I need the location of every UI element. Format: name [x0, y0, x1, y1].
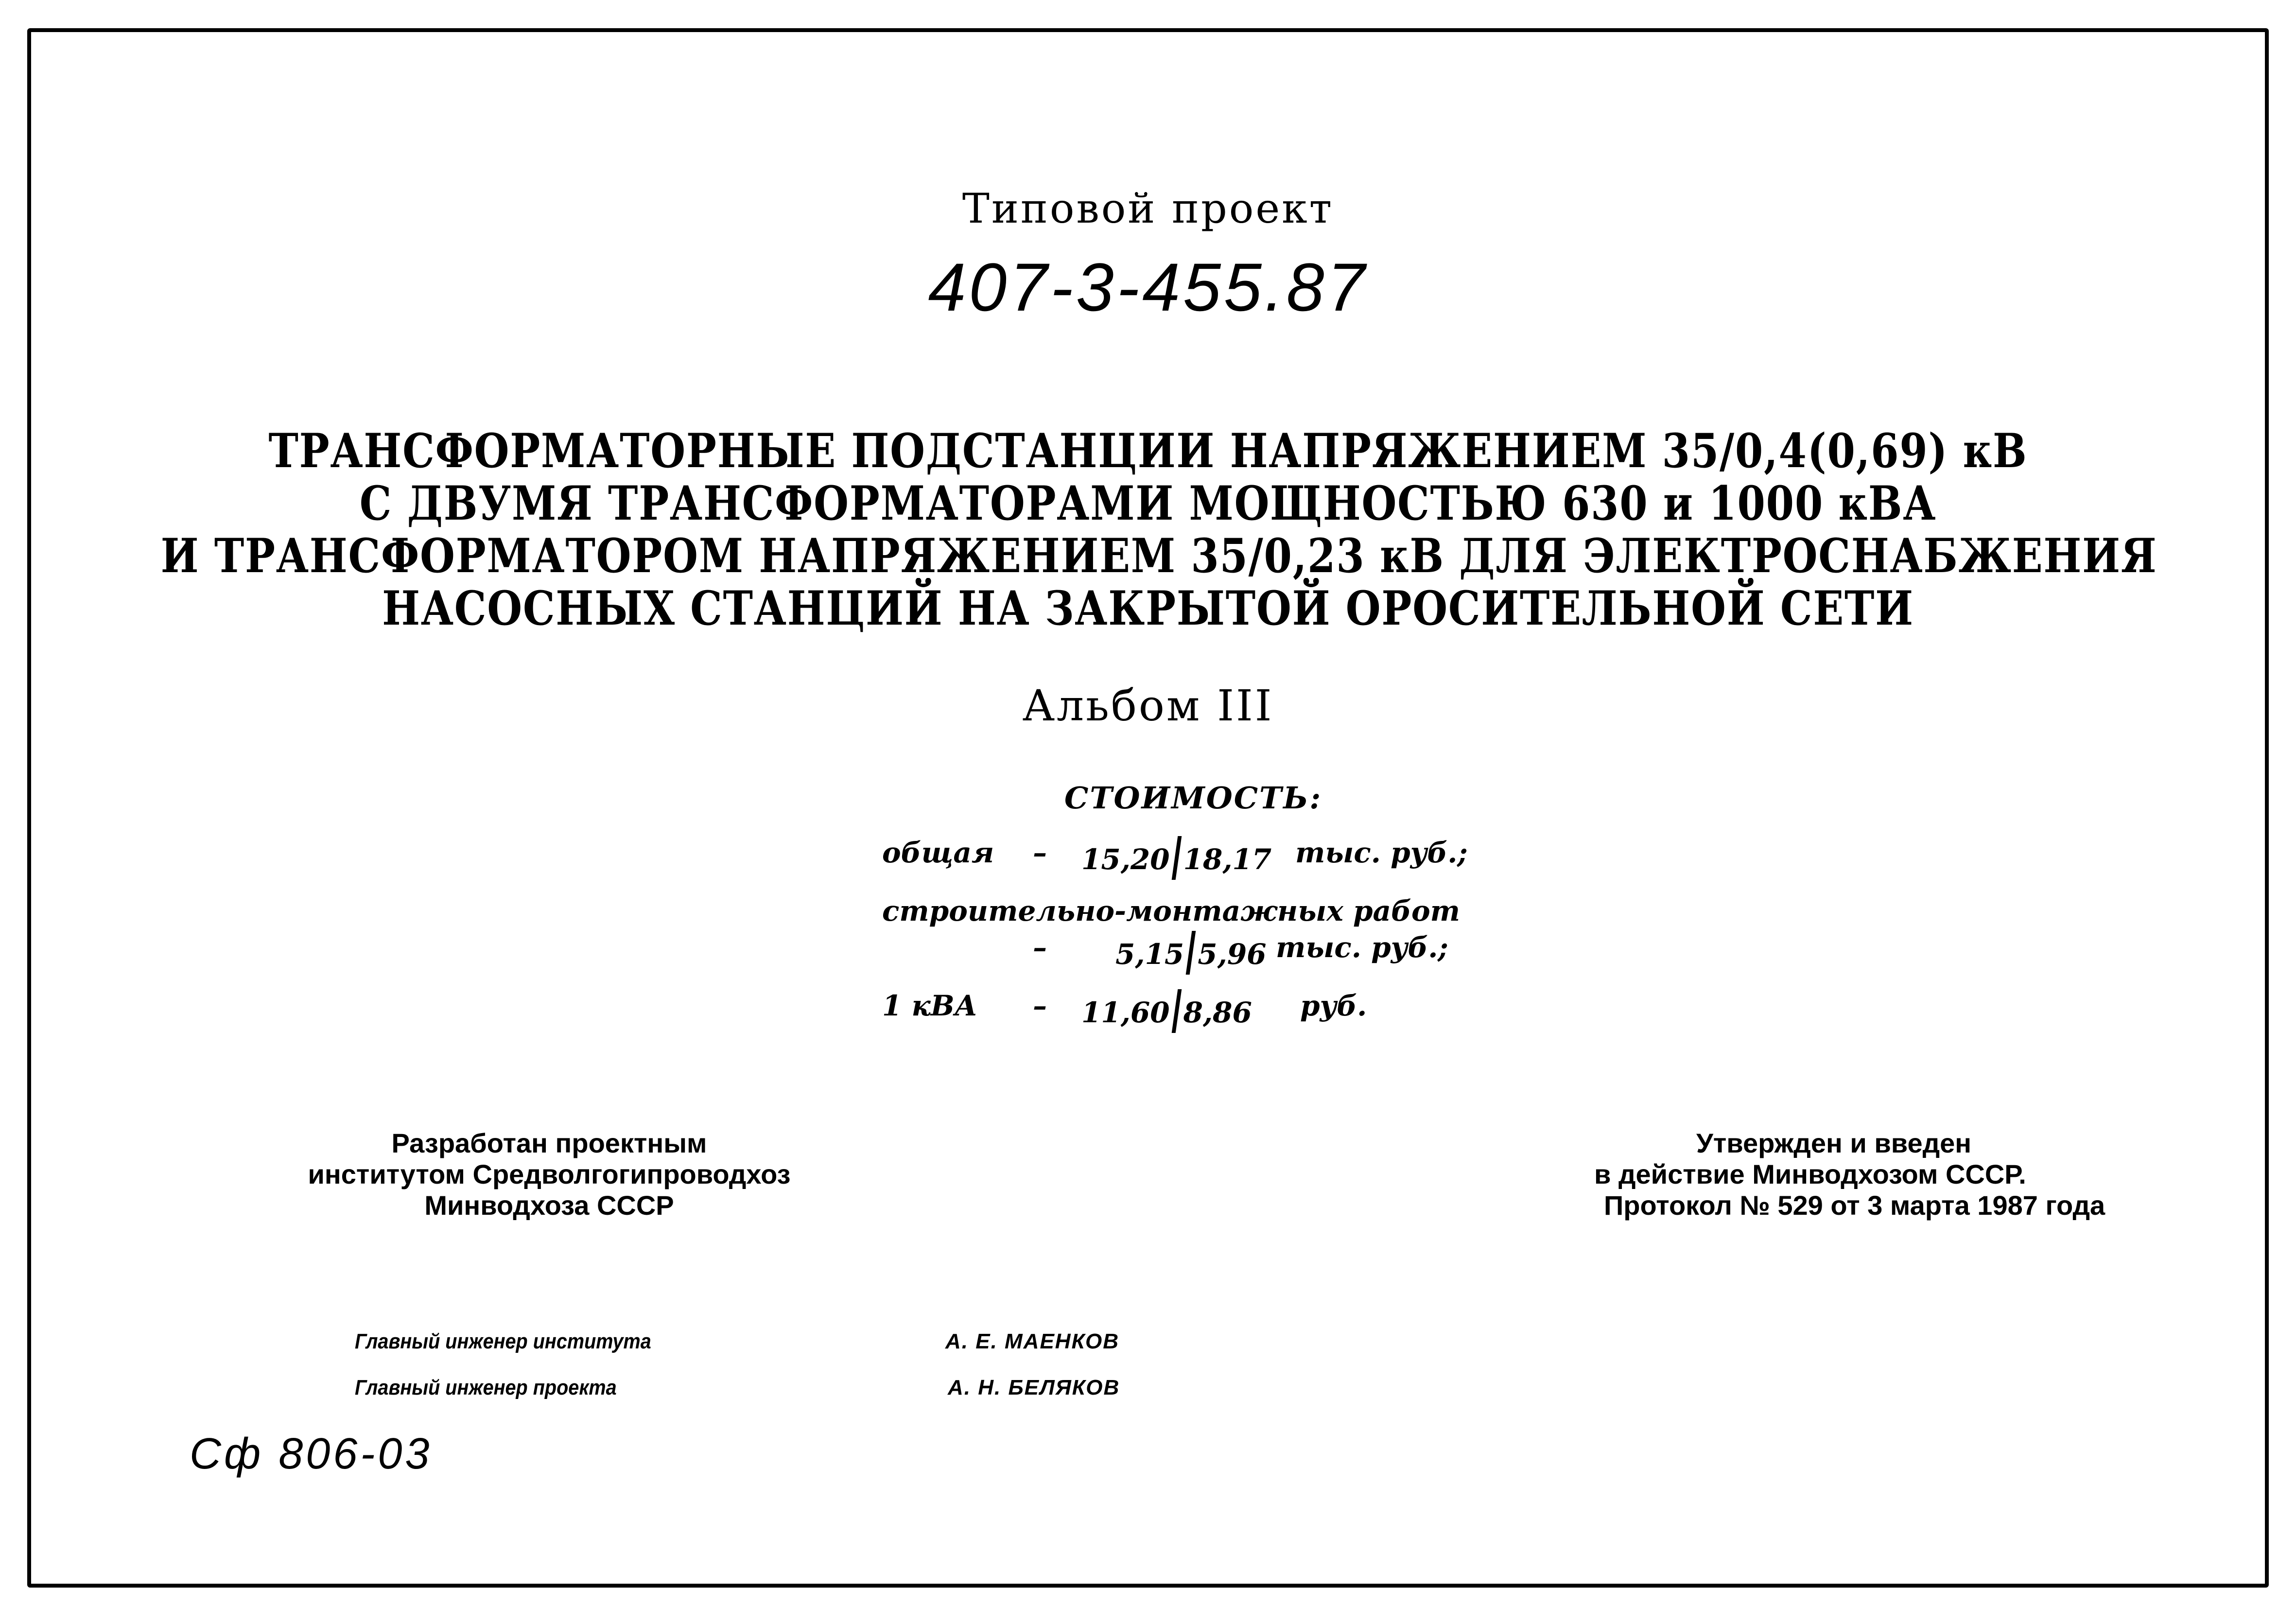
slash-divider — [1171, 989, 1182, 1033]
title-line-1: ТРАНСФОРМАТОРНЫЕ ПОДСТАНЦИИ НАПРЯЖЕНИЕМ 35/0,4(0,69) кВ — [268, 423, 2028, 478]
cost-label: строительно-монтажных работ — [882, 894, 1461, 927]
cost-heading: СТОИМОСТЬ: — [1064, 780, 1322, 816]
signature-role-2: Главный инженер проекта — [355, 1376, 617, 1399]
title-line-3: И ТРАНСФОРМАТОРОМ НАПРЯЖЕНИЕМ 35/0,23 кВ ДЛЯ ЭЛЕКТРОСНАБЖЕНИЯ — [160, 528, 2157, 583]
developer-line-3: Минводхоза СССР — [424, 1190, 674, 1221]
slash-divider — [1186, 931, 1196, 975]
developer-line-2: институтом Средволгогипроводхоз — [308, 1159, 791, 1189]
cost-unit: руб. — [1300, 989, 1367, 1022]
cost-table — [882, 826, 1468, 1031]
cost-value — [1115, 931, 1267, 975]
signature-role-1: Главный инженер института — [355, 1329, 651, 1353]
cost-label: общая — [882, 836, 994, 869]
cost-dash: – — [1033, 836, 1047, 869]
document-number: 407-3-455.87 — [928, 249, 1368, 325]
developer-block — [282, 1128, 817, 1221]
cost-label: 1 кВА — [882, 989, 978, 1022]
cost-value-b: 18,17 — [1183, 843, 1272, 876]
archive-code: Сф 806-03 — [190, 1430, 433, 1478]
cost-value-b: 5,96 — [1198, 938, 1267, 971]
developer-line-1: Разработан проектным — [391, 1128, 707, 1158]
approval-line-3: Протокол № 529 от 3 марта 1987 года — [1604, 1190, 2105, 1221]
album-label: Альбом III — [1022, 681, 1274, 731]
approval-line-1: Утвержден и введен — [1696, 1128, 1972, 1158]
cost-value-a: 11,60 — [1081, 996, 1170, 1029]
signature-name-2: А. Н. БЕЛЯКОВ — [948, 1376, 1120, 1399]
cost-value-a: 5,15 — [1115, 938, 1184, 971]
cost-value — [1081, 989, 1252, 1033]
title-line-4: НАСОСНЫХ СТАНЦИЙ НА ЗАКРЫТОЙ ОРОСИТЕЛЬНОЙ СЕТИ — [382, 581, 1914, 636]
cost-dash: – — [1033, 989, 1047, 1022]
slash-divider — [1171, 836, 1182, 880]
approval-line-2: в действие Минводхозом СССР. — [1594, 1159, 2026, 1189]
cost-unit: тыс. руб.; — [1276, 931, 1448, 964]
cost-value-b: 8,86 — [1183, 996, 1252, 1029]
document-title — [0, 423, 2296, 638]
approval-block — [1589, 1128, 2221, 1221]
cost-value-a: 15,20 — [1081, 843, 1170, 876]
title-line-2: С ДВУМЯ ТРАНСФОРМАТОРАМИ МОЩНОСТЬЮ 630 и 1000 кВА — [359, 476, 1937, 531]
cost-value — [1081, 836, 1271, 880]
signature-name-1: А. Е. МАЕНКОВ — [945, 1329, 1120, 1353]
document-type: Типовой проект — [962, 185, 1334, 232]
cost-unit: тыс. руб.; — [1295, 836, 1468, 869]
cost-dash: – — [1033, 931, 1047, 964]
